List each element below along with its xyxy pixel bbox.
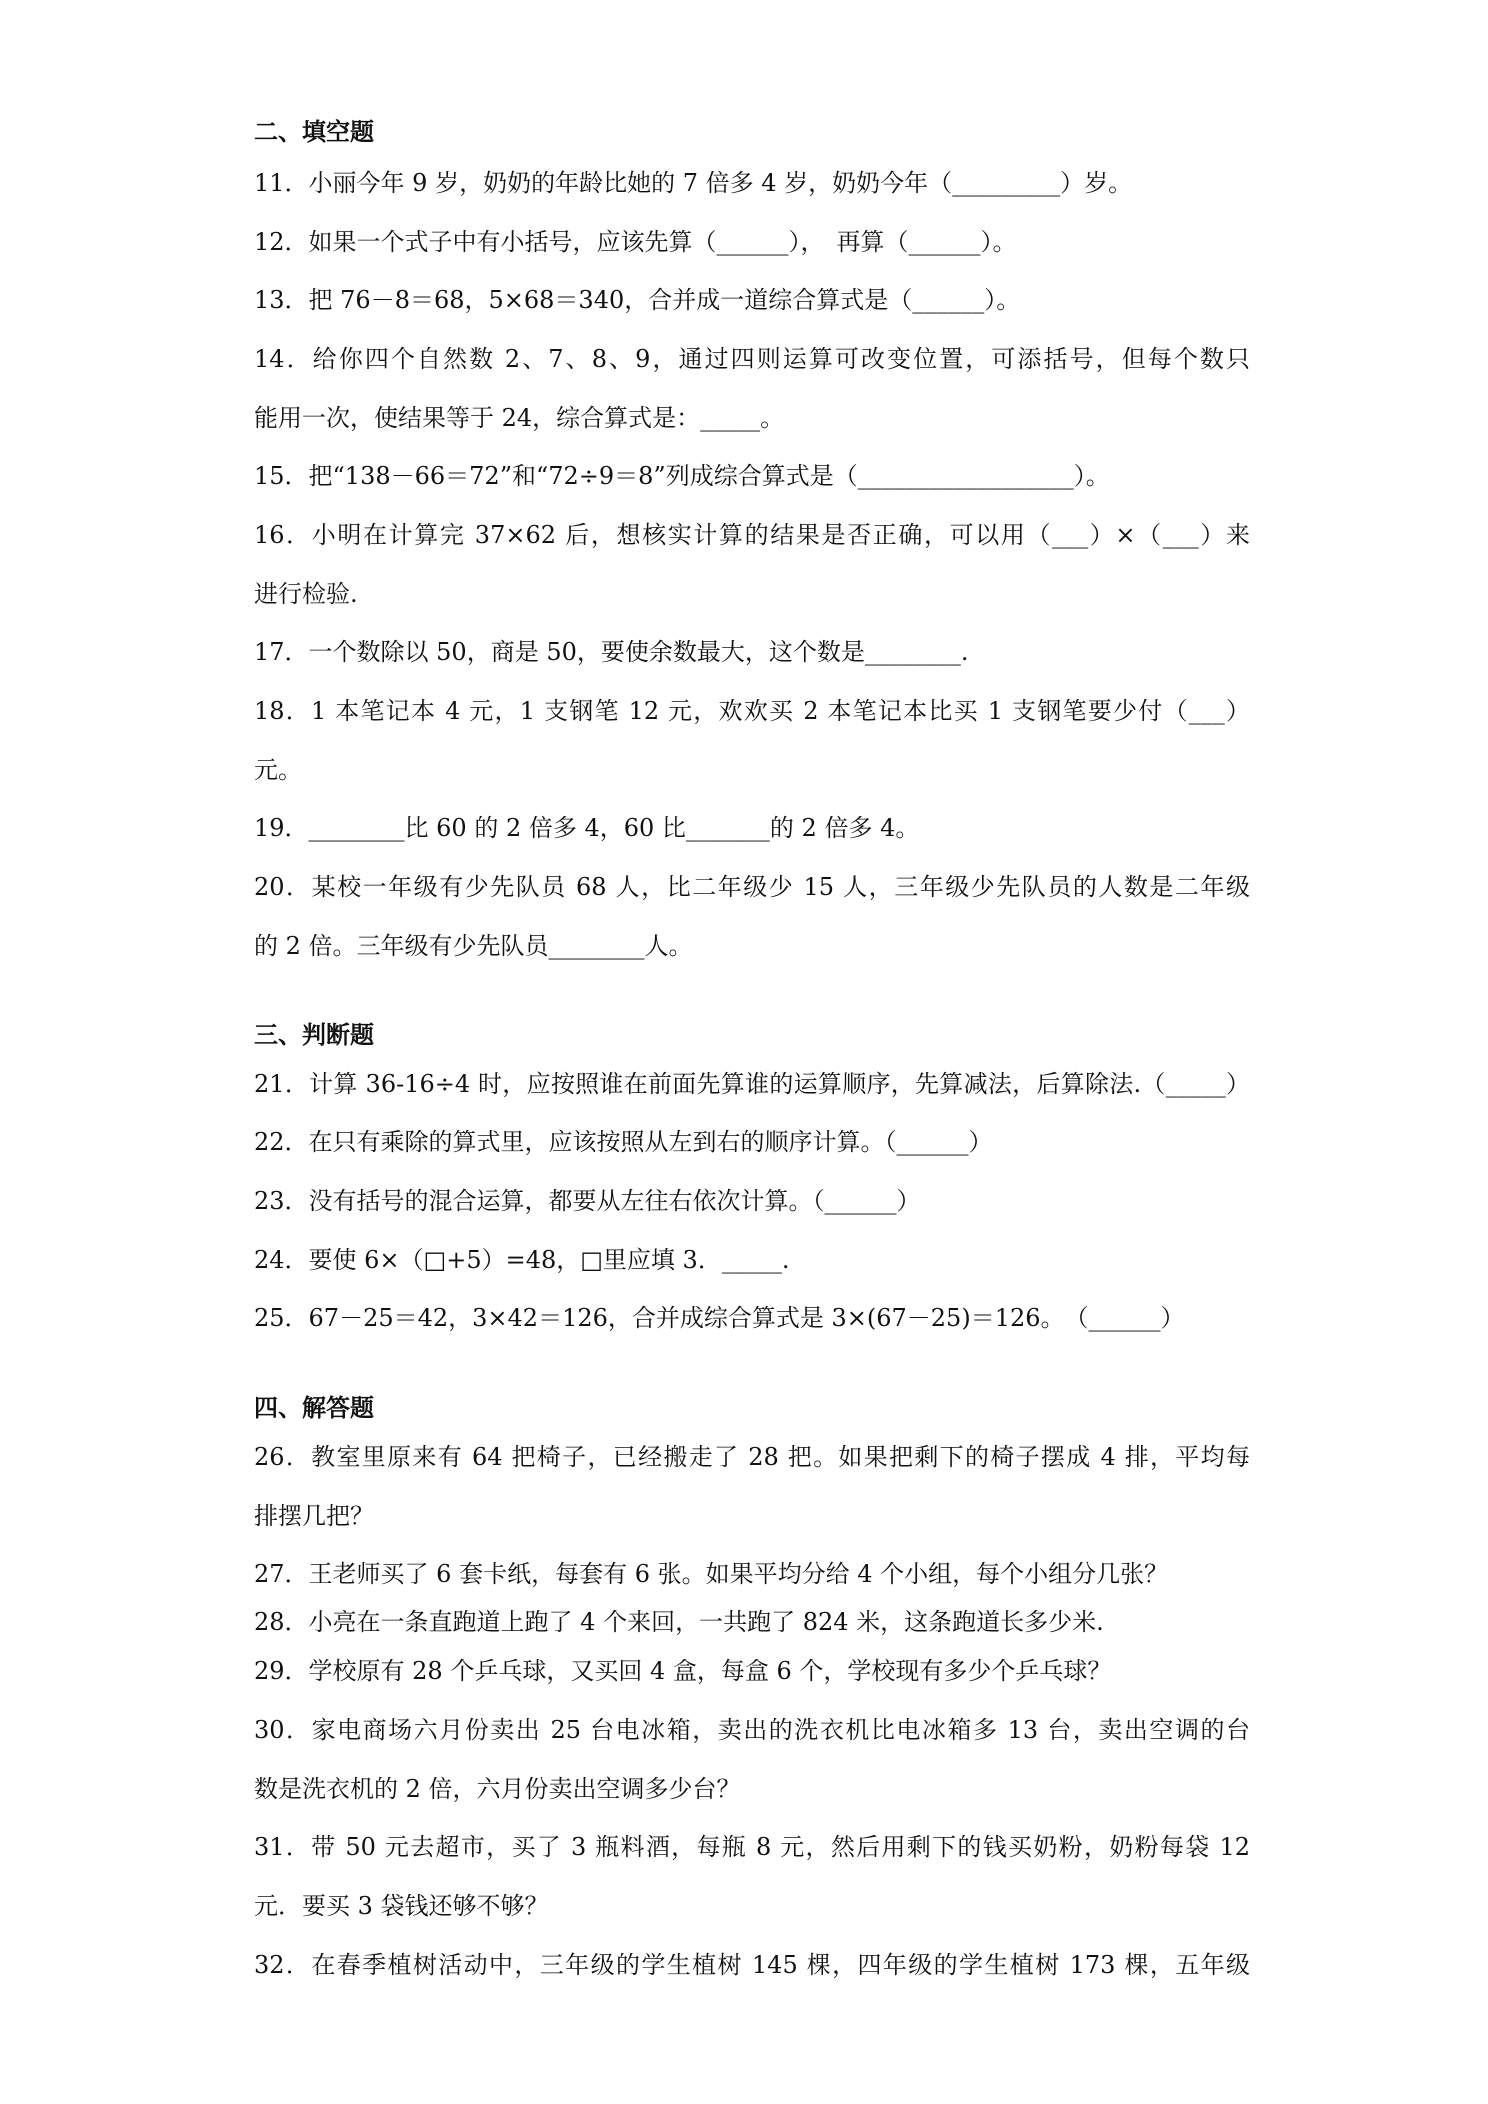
question-18-line-1: 18．1 本笔记本 4 元，1 支钢笔 12 元，欢欢买 2 本笔记本比买 1 支钢笔要少付（___）: [254, 697, 1250, 725]
question-25: 25．67－25＝42，3×42＝126，合并成综合算式是 3×(67－25)＝126。 （______）: [254, 1304, 1185, 1332]
question-27: 27．王老师买了 6 套卡纸，每套有 6 张。如果平均分给 4 个小组，每个小组分几张？: [254, 1560, 1169, 1588]
question-16-line-1: 16．小明在计算完 37×62 后，想核实计算的结果是否正确，可以用（___）×（___）来: [254, 521, 1250, 549]
question-20-line-2: 的 2 倍。三年级有少先队员________人。: [254, 932, 693, 960]
question-30-line-1: 30．家电商场六月份卖出 25 台电冰箱，卖出的洗衣机比电冰箱多 13 台，卖出空调的台: [254, 1716, 1250, 1744]
section-heading-true-false: 三、判断题: [254, 1021, 374, 1049]
question-28: 28．小亮在一条直跑道上跑了 4 个来回，一共跑了 824 米，这条跑道长多少米.: [254, 1608, 1104, 1636]
question-29: 29．学校原有 28 个乒乓球，又买回 4 盒，每盒 6 个，学校现有多少个乒乓球？: [254, 1657, 1112, 1685]
question-12: 12．如果一个式子中有小括号，应该先算（______）， 再算（______）。: [254, 228, 1017, 256]
question-18-line-2: 元。: [254, 756, 302, 784]
question-26-line-1: 26．教室里原来有 64 把椅子，已经搬走了 28 把。如果把剩下的椅子摆成 4 排，平均每: [254, 1443, 1250, 1471]
question-17: 17．一个数除以 50，商是 50，要使余数最大，这个数是________.: [254, 638, 969, 666]
question-21: 21．计算 36-16÷4 时，应按照谁在前面先算谁的运算顺序，先算减法，后算除法.（_____）: [254, 1070, 1250, 1098]
question-13: 13．把 76－8＝68，5×68＝340，合并成一道综合算式是（______）。: [254, 286, 1021, 314]
question-23: 23．没有括号的混合运算，都要从左往右依次计算。（______）: [254, 1187, 921, 1215]
question-15: 15．把“138－66＝72”和“72÷9＝8”列成综合算式是（__________________）。: [254, 462, 1110, 490]
question-22: 22．在只有乘除的算式里，应该按照从左到右的顺序计算。（______）: [254, 1128, 993, 1156]
question-19: 19．________比 60 的 2 倍多 4，60 比_______的 2 倍多 4。: [254, 814, 920, 842]
question-14-line-1: 14．给你四个自然数 2、7、8、9，通过四则运算可改变位置，可添括号，但每个数只: [254, 345, 1250, 373]
section-heading-word-problems: 四、解答题: [254, 1394, 374, 1422]
question-30-line-2: 数是洗衣机的 2 倍，六月份卖出空调多少台？: [254, 1775, 741, 1803]
question-20-line-1: 20．某校一年级有少先队员 68 人，比二年级少 15 人，三年级少先队员的人数是二年级: [254, 873, 1250, 901]
question-14-line-2: 能用一次，使结果等于 24，综合算式是：_____。: [254, 404, 785, 432]
question-16-line-2: 进行检验.: [254, 580, 358, 608]
question-26-line-2: 排摆几把？: [254, 1502, 374, 1530]
question-31-line-2: 元．要买 3 袋钱还够不够？: [254, 1892, 549, 1920]
question-11: 11．小丽今年 9 岁，奶奶的年龄比她的 7 倍多 4 岁，奶奶今年（_________）岁。: [254, 169, 1133, 197]
question-31-line-1: 31．带 50 元去超市，买了 3 瓶料酒，每瓶 8 元，然后用剩下的钱买奶粉，奶粉每袋 12: [254, 1833, 1250, 1861]
question-32-line-1: 32．在春季植树活动中，三年级的学生植树 145 棵，四年级的学生植树 173 棵，五年级: [254, 1951, 1250, 1979]
section-heading-fill-blank: 二、填空题: [254, 118, 374, 146]
question-24: 24．要使 6×（□+5）=48，□里应填 3．_____.: [254, 1246, 790, 1274]
